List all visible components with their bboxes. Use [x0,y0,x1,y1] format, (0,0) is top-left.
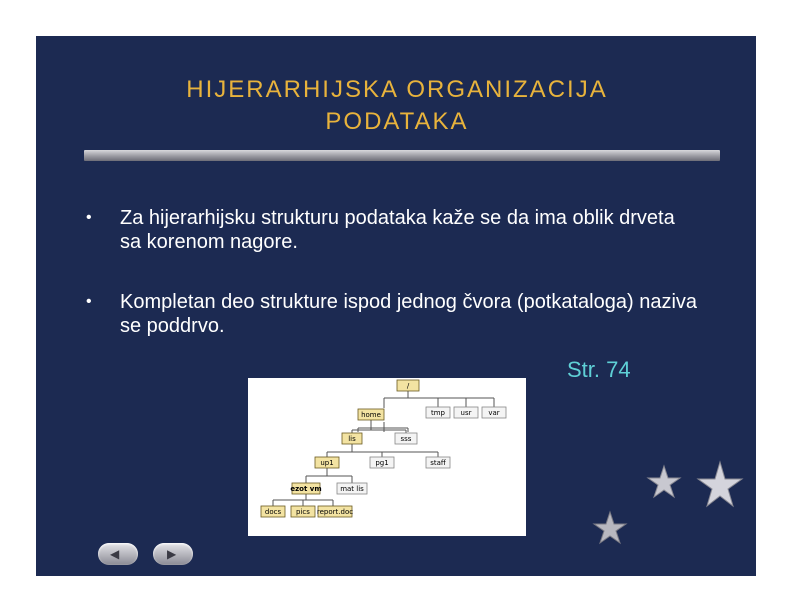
tree-node [315,457,339,468]
bullet-text: Za hijerarhijsku strukturu podataka kaže se da ima oblik drveta sa korenom nagore. [120,207,675,253]
bullet-marker: • [86,209,92,226]
tree-node-label: ezot vm [290,485,322,493]
tree-node-label: sss [400,435,412,443]
tree-node [342,433,362,444]
tree-node [454,407,478,418]
tree-node [482,407,506,418]
next-slide-button[interactable] [153,543,193,565]
tree-node-label: docs [264,508,282,516]
page-reference: Str. 74 [567,357,631,382]
tree-node-label: pics [296,508,310,516]
tree-node [317,506,353,517]
title-divider [84,150,720,161]
tree-node [426,457,450,468]
tree-node-label: mat lis [340,485,364,493]
tree-node-label: up1 [320,459,334,467]
directory-tree-diagram [248,378,526,536]
slide [36,36,756,576]
tree-node-label: / [406,382,410,390]
slide-title [132,74,662,138]
tree-node-label: lis [348,435,356,443]
previous-slide-button[interactable] [98,543,138,565]
tree-node-label: var [488,409,500,417]
tree-node [358,409,384,420]
slide-title-line1: HIJERARHIJSKA ORGANIZACIJA [186,76,608,103]
tree-node-label: usr [460,409,472,417]
tree-node-label: home [361,411,381,419]
slide-title-line2: PODATAKA [325,108,469,135]
tree-node-label: report.doc [316,508,354,516]
next-arrow-icon: ▶ [167,547,177,561]
tree-node [337,483,367,494]
tree-node [290,483,321,494]
bullet-text: Kompletan deo strukture ispod jednog čvora (potkataloga) naziva se poddrvo. [120,291,698,337]
tree-node-label: pg1 [375,459,389,467]
tree-node [261,506,285,517]
tree-node [370,457,394,468]
tree-node [397,380,419,391]
bullet-marker: • [86,293,92,310]
tree-svg [248,378,526,536]
star-icon [696,460,744,508]
star-icon [646,464,682,500]
tree-node-label: tmp [430,409,446,417]
tree-node [426,407,450,418]
tree-node [291,506,315,517]
tree-node [395,433,417,444]
prev-arrow-icon: ◀ [110,547,120,561]
star-icon [592,510,628,546]
tree-node-label: staff [430,459,446,467]
